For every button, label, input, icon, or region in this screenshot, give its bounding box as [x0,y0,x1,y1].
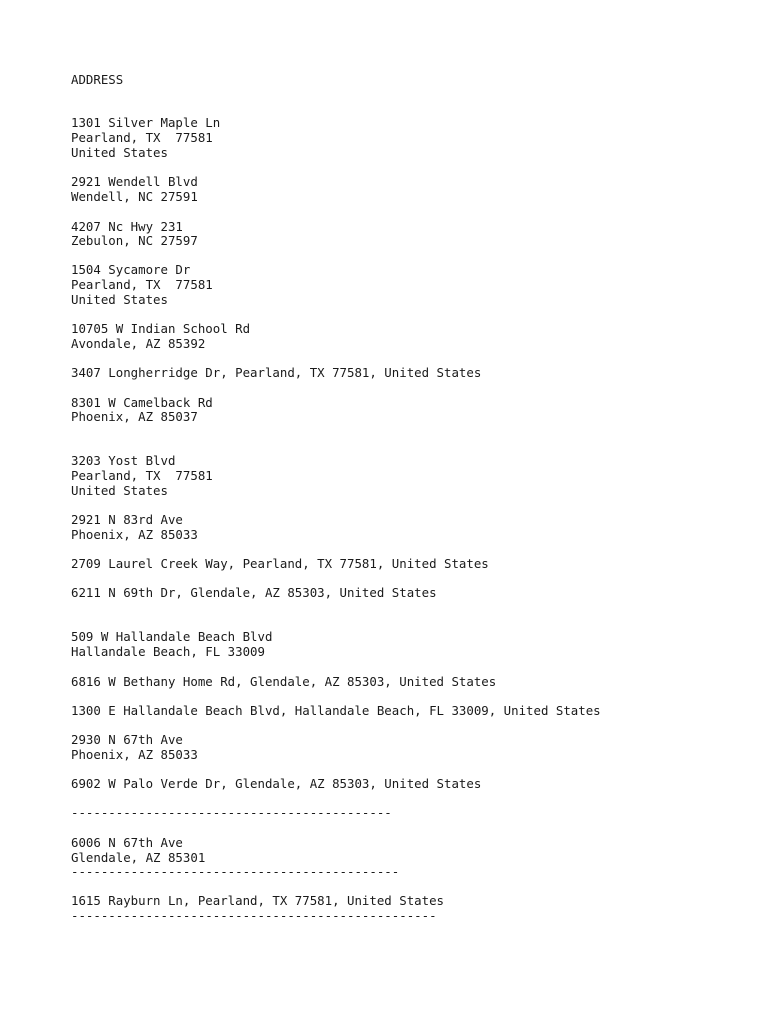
address-line: Pearland, TX 77581 [71,277,213,292]
address-line: 6006 N 67th Ave [71,835,183,850]
address-line: 1301 Silver Maple Ln [71,115,221,130]
address-line: Zebulon, NC 27597 [71,233,198,248]
address-line: 1300 E Hallandale Beach Blvd, Hallandale Beach, FL 33009, United States [71,703,601,718]
address-line: 6902 W Palo Verde Dr, Glendale, AZ 85303, United States [71,776,482,791]
address-line: Phoenix, AZ 85033 [71,747,198,762]
address-line: 8301 W Camelback Rd [71,395,213,410]
address-text-block [71,0,601,923]
address-line: Phoenix, AZ 85033 [71,527,198,542]
address-line: 10705 W Indian School Rd [71,321,251,336]
address-line: United States [71,145,168,160]
address-line: United States [71,483,168,498]
address-line: 1615 Rayburn Ln, Pearland, TX 77581, United States [71,893,444,908]
address-line: 2921 Wendell Blvd [71,174,198,189]
address-line: 4207 Nc Hwy 231 [71,219,183,234]
document-heading: ADDRESS [71,72,124,87]
address-line: Wendell, NC 27591 [71,189,198,204]
address-line: 6816 W Bethany Home Rd, Glendale, AZ 85303, United States [71,674,497,689]
address-line: 6211 N 69th Dr, Glendale, AZ 85303, United States [71,585,437,600]
address-line: Pearland, TX 77581 [71,130,213,145]
address-line: Glendale, AZ 85301 [71,850,206,865]
address-line: 2709 Laurel Creek Way, Pearland, TX 77581, United States [71,556,489,571]
address-line: 2921 N 83rd Ave [71,512,183,527]
address-line: Avondale, AZ 85392 [71,336,206,351]
address-line: 3407 Longherridge Dr, Pearland, TX 77581, United States [71,365,482,380]
separator-line: ------------------------------------------------- [71,908,437,923]
address-line: 1504 Sycamore Dr [71,262,191,277]
address-line: United States [71,292,168,307]
address-line: Hallandale Beach, FL 33009 [71,644,265,659]
address-line: Pearland, TX 77581 [71,468,213,483]
address-line: Phoenix, AZ 85037 [71,409,198,424]
address-line: 2930 N 67th Ave [71,732,183,747]
separator-line: -------------------------------------------- [71,864,400,879]
address-line: 3203 Yost Blvd [71,453,176,468]
address-line: 509 W Hallandale Beach Blvd [71,629,273,644]
separator-line: ------------------------------------------- [71,805,392,820]
